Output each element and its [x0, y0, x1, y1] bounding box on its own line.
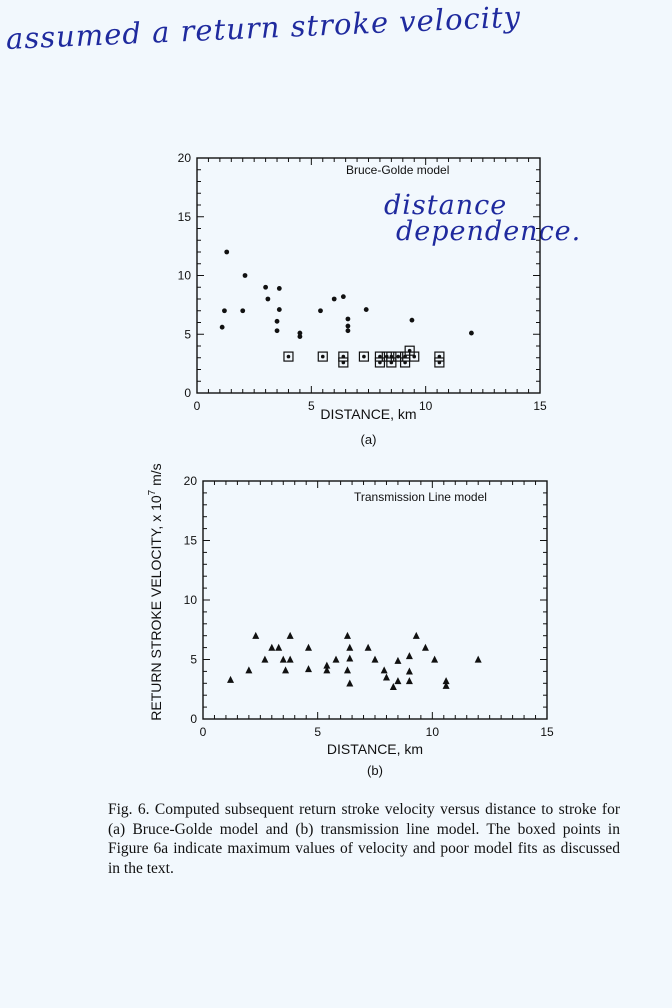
data-point-dot [346, 328, 351, 333]
y-tick-label: 0 [184, 386, 191, 400]
data-point-dot [240, 308, 245, 313]
data-point-boxed [318, 352, 327, 361]
data-point-triangle [305, 644, 312, 651]
data-point-triangle [227, 676, 234, 683]
data-point-triangle [333, 656, 340, 663]
data-point-triangle [365, 644, 372, 651]
data-point-dot [224, 250, 229, 255]
data-point-box-dot [378, 361, 382, 365]
data-point-boxed [375, 352, 384, 361]
data-point-dot [364, 307, 369, 312]
data-point-triangle [261, 656, 268, 663]
y-axis-label-post: m/s [148, 463, 164, 490]
x-tick-label: 0 [193, 399, 201, 413]
chart-panel-a [178, 151, 547, 447]
y-tick-label: 5 [190, 652, 197, 667]
handwritten-note-top: assumed a return stroke velocity [5, 0, 522, 56]
data-point-box-dot [403, 361, 407, 365]
data-point-box-dot [396, 355, 400, 359]
data-point-boxed [375, 358, 384, 367]
x-tick-label: 15 [540, 725, 554, 739]
handwritten-note-distance: distance [384, 190, 508, 221]
data-point-dot [318, 308, 323, 313]
y-tick-label: 15 [177, 209, 191, 224]
data-point-triangle [346, 654, 353, 661]
data-point-dot [298, 331, 303, 336]
data-point-dot [469, 331, 474, 336]
data-point-boxed [339, 352, 348, 361]
y-tick-label: 0 [190, 712, 197, 726]
model-label: Bruce-Golde model [346, 163, 450, 177]
x-tick-label: 10 [425, 725, 440, 739]
data-point-triangle [346, 679, 353, 686]
x-axis-label: DISTANCE, km [320, 406, 417, 422]
data-point-dot [220, 325, 225, 330]
data-point-triangle [344, 632, 351, 639]
data-point-triangle [344, 666, 351, 673]
y-tick-label: 20 [177, 151, 191, 165]
data-point-triangle [381, 666, 388, 673]
shared-y-axis-label [147, 463, 164, 720]
data-point-triangle [394, 657, 401, 664]
data-point-triangle [282, 666, 289, 673]
model-label: Transmission Line model [354, 490, 487, 504]
data-point-dot [277, 307, 282, 312]
data-point-dot [277, 286, 282, 291]
x-tick-label: 15 [533, 399, 547, 413]
data-point-triangle [406, 677, 413, 684]
data-point-triangle [394, 677, 401, 684]
data-point-boxed [359, 352, 368, 361]
data-point-triangle [422, 644, 429, 651]
data-point-box-dot [287, 355, 291, 359]
data-point-triangle [372, 656, 379, 663]
handwritten-note-dependence: dependence. [396, 216, 582, 247]
figure-caption: Fig. 6. Computed subsequent return stroke velocity versus distance to stroke for (a) Bruce-Golde model and (b) transmission line model. The boxed points in Figure 6a indicate maximum values of velocity and poor model fits as discussed in the text. [108, 801, 620, 877]
y-tick-label: 10 [177, 268, 191, 283]
data-point-triangle [268, 644, 275, 651]
data-point-triangle [406, 668, 413, 675]
data-point-triangle [280, 656, 287, 663]
data-point-dot [275, 328, 280, 333]
data-point-box-dot [438, 361, 442, 365]
data-point-triangle [475, 656, 482, 663]
data-point-boxed [394, 352, 403, 361]
y-axis-label-pre: RETURN STROKE VELOCITY, x 10 [148, 495, 164, 721]
y-tick-label: 15 [183, 533, 197, 548]
data-point-triangle [346, 644, 353, 651]
data-point-triangle [287, 632, 294, 639]
data-point-triangle [305, 665, 312, 672]
x-tick-label: 5 [307, 399, 315, 413]
data-point-dot [341, 294, 346, 299]
data-point-dot [332, 297, 337, 302]
x-tick-label: 10 [418, 399, 433, 413]
data-point-triangle [245, 666, 252, 673]
data-point-dot [243, 273, 248, 278]
data-point-triangle [287, 656, 294, 663]
y-tick-label: 10 [183, 593, 197, 607]
data-point-dot [263, 285, 268, 290]
data-point-triangle [431, 656, 438, 663]
data-point-box-dot [390, 361, 394, 365]
data-point-triangle [275, 644, 282, 651]
data-point-box-dot [412, 355, 416, 359]
x-tick-label: 0 [199, 725, 207, 739]
data-point-dot [222, 308, 227, 313]
data-point-box-dot [321, 355, 325, 359]
data-point-dot [346, 317, 351, 322]
panel-label: (b) [367, 763, 383, 778]
data-point-dot [346, 324, 351, 329]
data-point-dot [265, 297, 270, 302]
data-point-boxed [284, 352, 293, 361]
data-point-box-dot [362, 355, 366, 359]
chart-panel-b [184, 474, 554, 778]
data-point-triangle [406, 652, 413, 659]
data-point-dot [275, 319, 280, 324]
y-tick-label: 5 [184, 327, 191, 342]
data-point-boxed [435, 352, 444, 361]
panel-label: (a) [360, 432, 377, 447]
x-axis-label: DISTANCE, km [326, 741, 424, 757]
data-point-triangle [413, 632, 420, 639]
data-point-box-dot [342, 361, 346, 365]
y-tick-label: 20 [183, 474, 197, 488]
data-point-boxed [339, 358, 348, 367]
data-point-triangle [252, 632, 259, 639]
data-point-dot [410, 318, 415, 323]
plot-frame [203, 481, 547, 719]
data-point-boxed [435, 358, 444, 367]
y-axis-label-exponent: 7 [147, 489, 158, 496]
data-point-triangle [383, 674, 390, 681]
data-point-boxed [401, 358, 410, 367]
x-tick-label: 5 [314, 725, 322, 739]
